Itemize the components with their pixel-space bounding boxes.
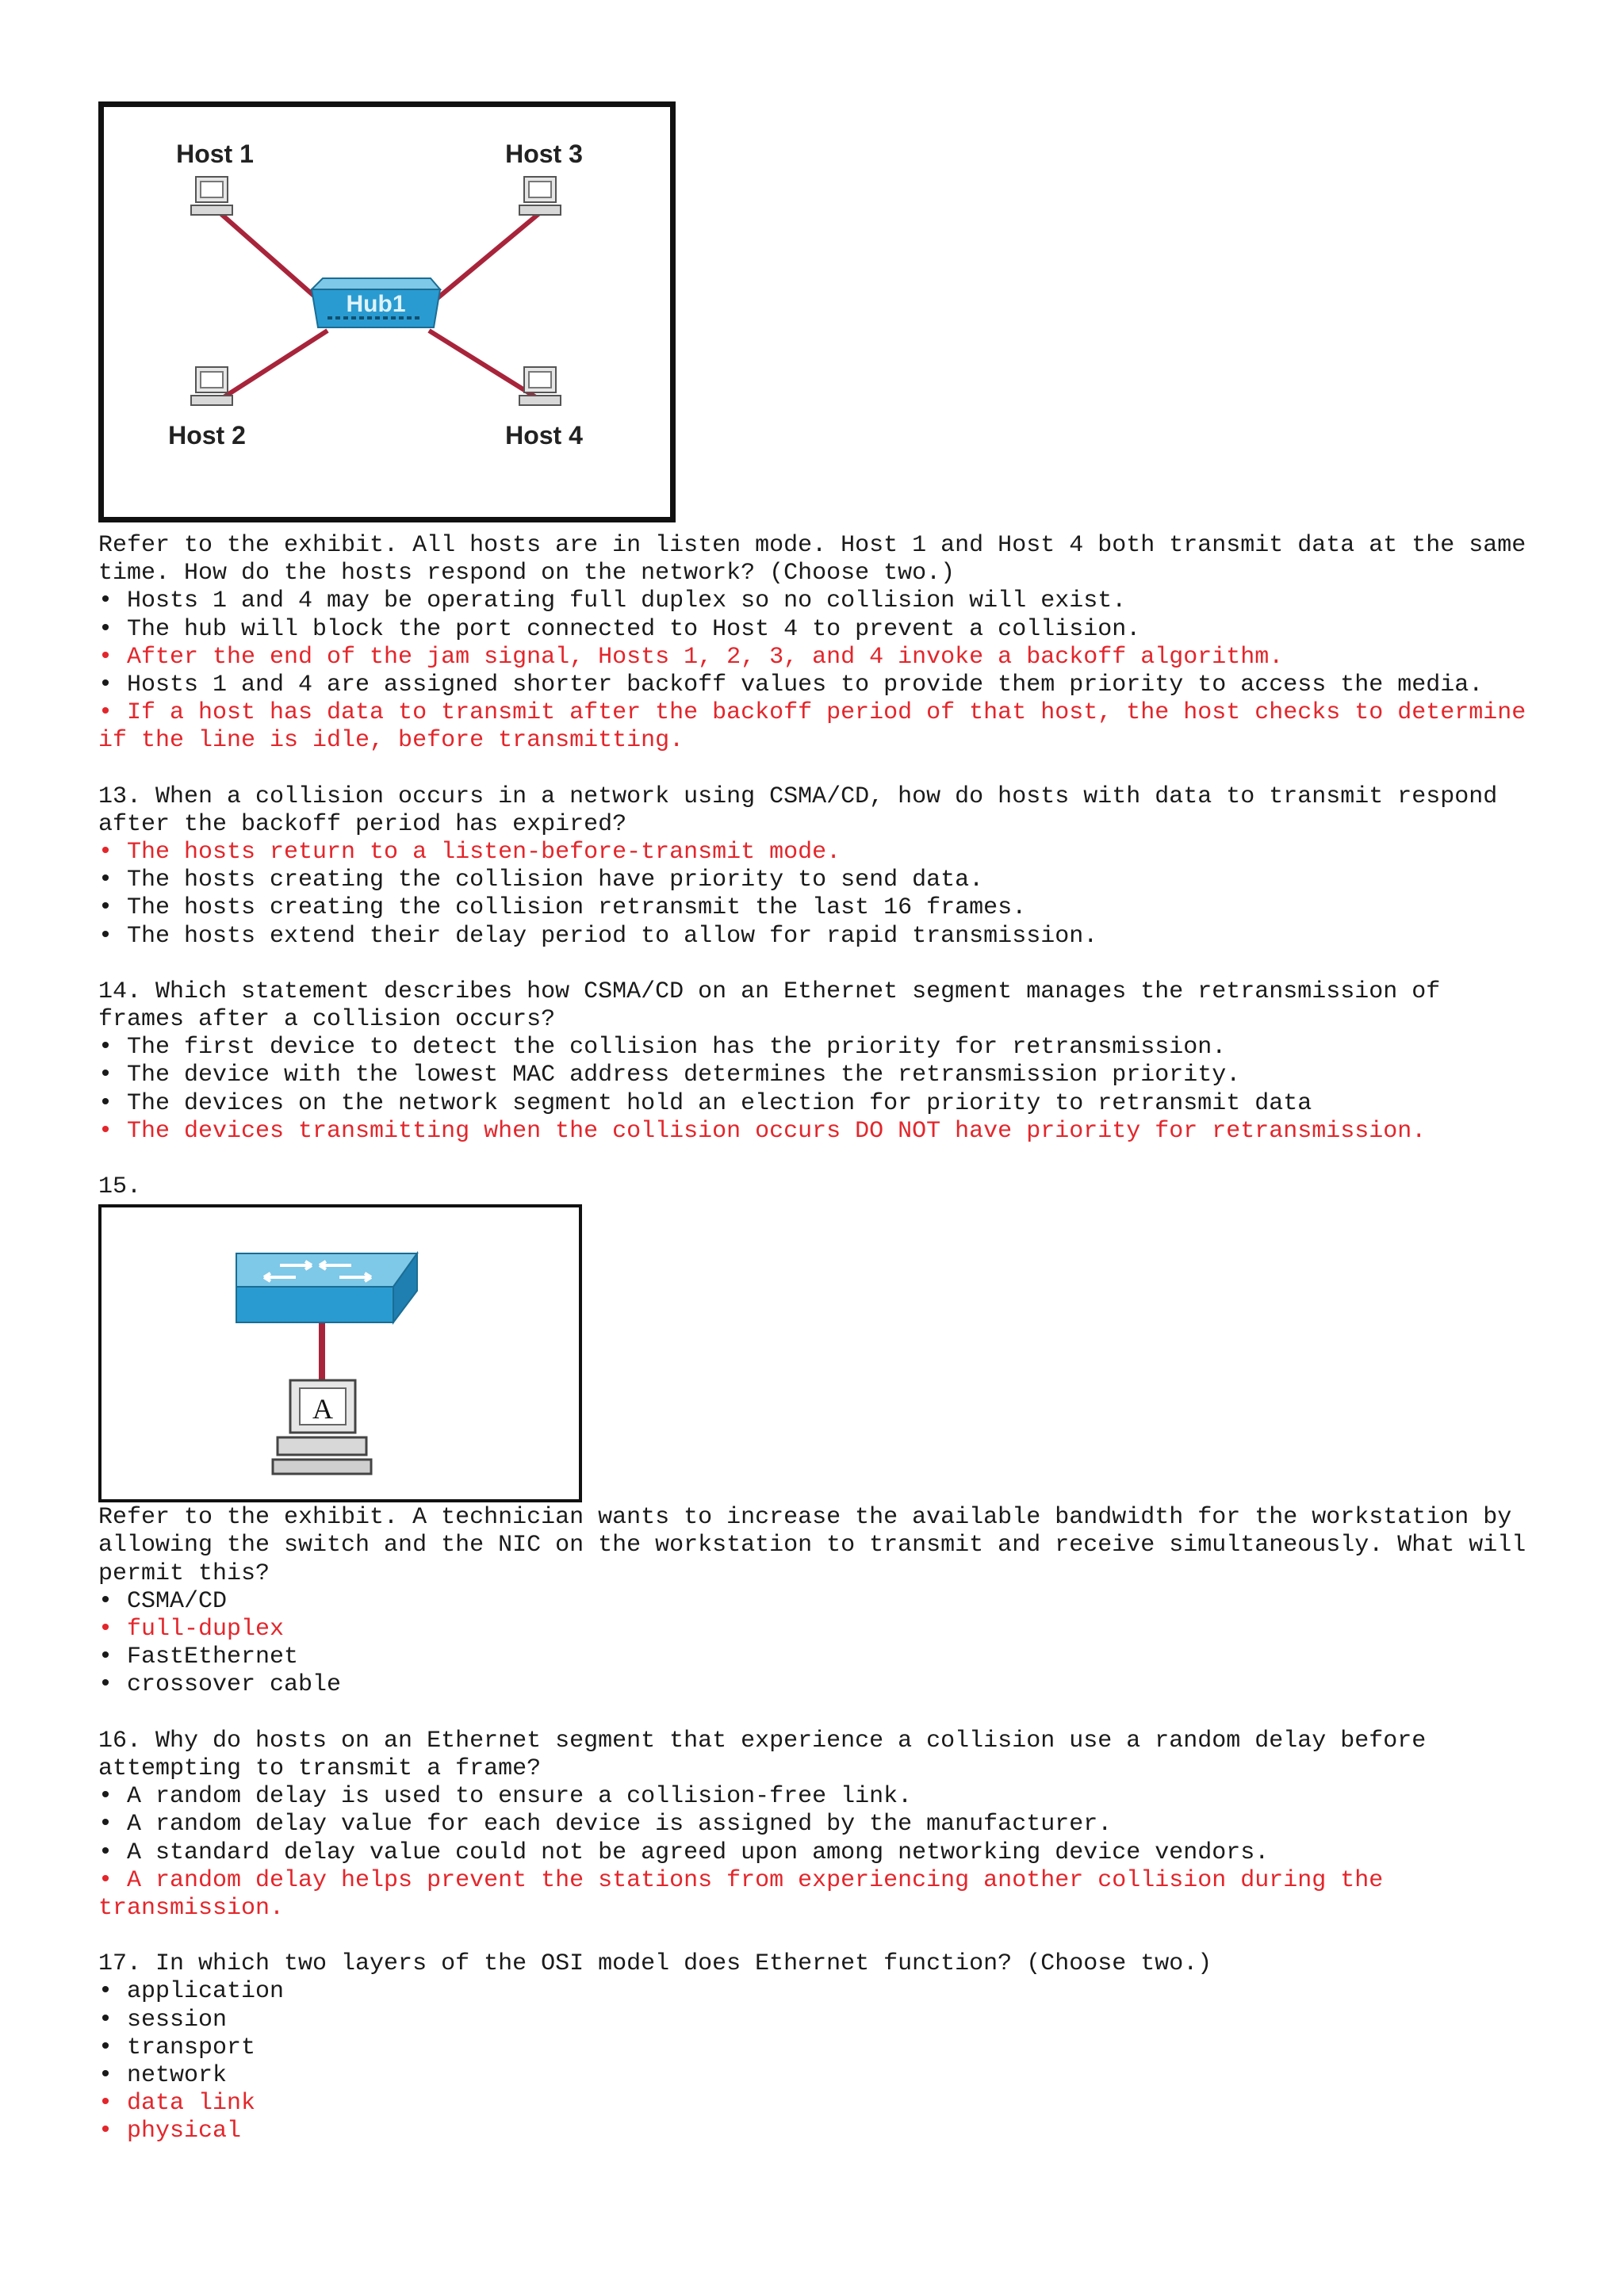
answer-option: • The hosts creating the collision retransmit the last 16 frames. — [98, 894, 1027, 922]
host2-label: Host 2 — [168, 421, 246, 450]
answer-option: • The devices on the network segment hold an election for priority to retransmit data — [98, 1089, 1312, 1117]
answer-option-correct: • If a host has data to transmit after the backoff period of that host, the host checks to determine if the line is idle, before transmitting. — [98, 699, 1541, 755]
answer-option: • FastEthernet — [98, 1644, 299, 1671]
question-17 — [98, 1950, 1534, 2145]
exhibit-hub-topology — [98, 101, 676, 522]
question-15 — [98, 1173, 1541, 1700]
workstation-label: A — [312, 1393, 333, 1425]
answer-option-correct: • data link — [98, 2090, 256, 2118]
question-text: 16. Why do hosts on an Ethernet segment that experience a collision use a random delay before attempting to transmit a frame? — [98, 1727, 1441, 1782]
answer-option: • A random delay value for each device is assigned by the manufacturer. — [98, 1811, 1113, 1839]
answer-option: • CSMA/CD — [98, 1587, 228, 1615]
question-16 — [98, 1728, 1534, 1923]
answer-option: • network — [98, 2061, 228, 2089]
host4-label: Host 4 — [505, 421, 583, 450]
answer-option-correct: • The devices transmitting when the collision occurs DO NOT have priority for retransmission. — [98, 1117, 1427, 1145]
question-14 — [98, 978, 1534, 1146]
host2-computer-icon — [191, 367, 232, 405]
switch-icon — [236, 1253, 417, 1322]
options-list — [98, 587, 1541, 755]
options-list — [98, 1034, 1534, 1146]
options-list — [98, 1978, 1534, 2145]
answer-option-correct: • physical — [98, 2118, 242, 2145]
question-12 — [98, 532, 1541, 756]
switch-workstation-diagram — [102, 1207, 579, 1499]
answer-option: • The hosts extend their delay period to allow for rapid transmission. — [98, 922, 1098, 950]
answer-option: • application — [98, 1978, 285, 2006]
answer-option: • The hosts creating the collision have priority to send data. — [98, 867, 984, 894]
answer-option-correct: • full-duplex — [98, 1616, 285, 1644]
answer-option: • Hosts 1 and 4 may be operating full duplex so no collision will exist. — [98, 587, 1127, 615]
cable-host2-hub — [221, 331, 327, 399]
answer-option: • transport — [98, 2034, 256, 2061]
question-text: Refer to the exhibit. All hosts are in listen mode. Host 1 and Host 4 both transmit data at the same time. How do the hosts respond on the network? (Choose two.) — [98, 532, 1541, 587]
question-13 — [98, 783, 1534, 951]
hub-icon — [312, 278, 440, 327]
question-text: 14. Which statement describes how CSMA/CD on an Ethernet segment manages the retransmission of frames after a collision occurs? — [98, 978, 1455, 1034]
question-text: Refer to the exhibit. A technician wants to increase the available bandwidth for the workstation by allowing the switch and the NIC on the workstation to transmit and receive simultaneously. What will permit this? — [98, 1504, 1541, 1587]
answer-option-correct: • After the end of the jam signal, Hosts 1, 2, 3, and 4 invoke a backoff algorithm. — [98, 643, 1284, 671]
host1-computer-icon — [191, 177, 232, 215]
workstation-computer-icon — [273, 1380, 371, 1474]
answer-option: • The device with the lowest MAC address determines the retransmission priority. — [98, 1062, 1241, 1089]
answer-option: • crossover cable — [98, 1671, 342, 1699]
answer-option: • Hosts 1 and 4 are assigned shorter backoff values to provide them priority to access the media. — [98, 672, 1484, 699]
host3-label: Host 3 — [505, 140, 583, 168]
document-page — [98, 101, 1541, 2174]
answer-option-correct: • The hosts return to a listen-before-transmit mode. — [98, 839, 841, 867]
options-list — [98, 1588, 1534, 1700]
cable-host4-hub — [429, 331, 538, 399]
answer-option-correct: • A random delay helps prevent the stations from experiencing another collision during the transmission. — [98, 1866, 1398, 1922]
host4-computer-icon — [519, 367, 561, 405]
answer-option: • A standard delay value could not be agreed upon among networking device vendors. — [98, 1839, 1270, 1866]
hub-topology-diagram — [104, 107, 670, 517]
exhibit-switch-workstation — [98, 1204, 582, 1502]
question-text: 13. When a collision occurs in a network using CSMA/CD, how do hosts with data to transmit respond after the backoff period has expired? — [98, 783, 1512, 838]
hub-label: Hub1 — [346, 291, 406, 317]
cable-host3-hub — [429, 214, 538, 305]
question-text: 17. In which two layers of the OSI model does Ethernet function? (Choose two.) — [98, 1950, 1212, 1978]
answer-option: • session — [98, 2006, 228, 2034]
answer-option: • The hub will block the port connected to Host 4 to prevent a collision. — [98, 615, 1141, 643]
options-list — [98, 1783, 1534, 1923]
host1-label: Host 1 — [176, 140, 254, 168]
host3-computer-icon — [519, 177, 561, 215]
answer-option: • A random delay is used to ensure a collision-free link. — [98, 1783, 913, 1811]
question-number: 15. — [98, 1173, 142, 1201]
answer-option: • The first device to detect the collision has the priority for retransmission. — [98, 1034, 1227, 1062]
options-list — [98, 839, 1534, 951]
